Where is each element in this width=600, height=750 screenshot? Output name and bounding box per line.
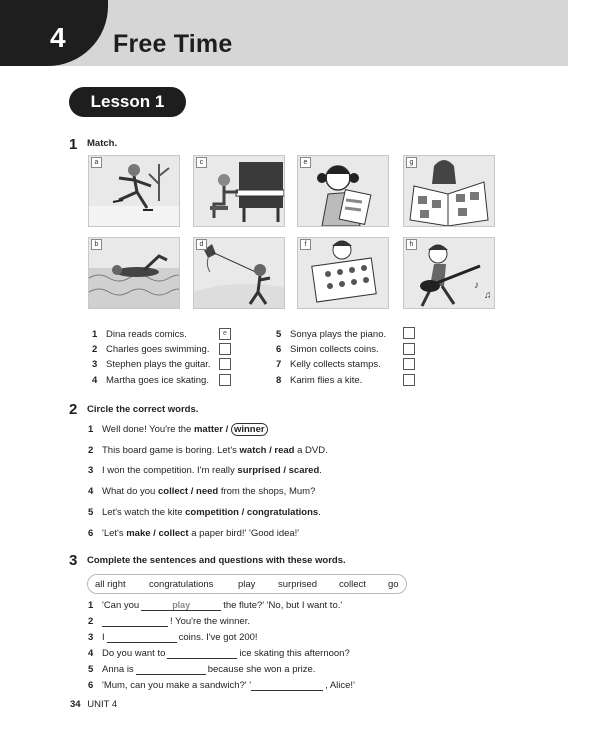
picture-d: [193, 237, 285, 309]
page-number: 34: [70, 699, 81, 710]
kite-flyer-illustration: [194, 238, 285, 309]
option[interactable]: scared: [288, 465, 320, 476]
word-bank-item: go: [388, 579, 399, 590]
option[interactable]: watch: [239, 445, 267, 456]
swimmer-illustration: [89, 238, 180, 309]
comic-reader-illustration: [298, 156, 389, 227]
picture-letter: e: [300, 157, 311, 168]
exercise-3-item: 1 'Can you play the flute?' 'No, but I want to.': [88, 600, 343, 611]
exercise-2-instruction: Circle the correct words.: [87, 404, 199, 415]
match-item: 7 Kelly collects stamps.: [276, 359, 381, 370]
circled-option[interactable]: winner: [231, 423, 268, 436]
answer-blank[interactable]: [107, 631, 177, 643]
answer-blank[interactable]: [251, 679, 323, 691]
exercise-3-item: 6 'Mum, can you make a sandwich?' ' , Alice!': [88, 680, 355, 691]
answer-box[interactable]: [403, 327, 415, 339]
answer-blank[interactable]: [141, 599, 221, 611]
guitar-player-illustration: [404, 238, 495, 309]
match-item: 8 Karim flies a kite.: [276, 375, 363, 386]
picture-letter: f: [300, 239, 311, 250]
word-bank-item: all right: [95, 579, 126, 590]
unit-title: Free Time: [113, 30, 233, 58]
option[interactable]: congratulations: [246, 507, 319, 518]
match-item: 1 Dina reads comics.: [92, 329, 187, 340]
option[interactable]: collect: [157, 486, 189, 497]
stamp-collector-illustration: [404, 156, 495, 227]
answer-blank[interactable]: [136, 663, 206, 675]
answer-box[interactable]: [403, 343, 415, 355]
picture-letter: b: [91, 239, 102, 250]
answer-box[interactable]: [219, 374, 231, 386]
option[interactable]: surprised: [237, 465, 281, 476]
exercise-3-item: 5 Anna is because she won a prize.: [88, 664, 316, 675]
exercise-3-instruction: Complete the sentences and questions with these words.: [87, 555, 346, 566]
option[interactable]: read: [274, 445, 295, 456]
word-bank-item: congratulations: [149, 579, 214, 590]
match-item: 5 Sonya plays the piano.: [276, 329, 387, 340]
exercise-1-instruction: Match.: [87, 138, 118, 149]
option[interactable]: collect: [158, 528, 189, 539]
word-bank-item: collect: [339, 579, 366, 590]
answer-fill: play: [172, 600, 191, 610]
exercise-2-item: 1 Well done! You're the matter / winner: [88, 424, 268, 435]
exercise-2-item: 2 This board game is boring. Let's watch / read a DVD.: [88, 445, 328, 456]
exercise-2-item: 4 What do you collect / need from the shops, Mum?: [88, 486, 316, 497]
answer-box[interactable]: [219, 358, 231, 370]
exercise-2-item: 6 'Let's make / collect a paper bird!' 'Good idea!': [88, 528, 300, 539]
exercise-2-item: 3 I won the competition. I'm really surprised / scared.: [88, 465, 322, 476]
exercise-3-item: 4 Do you want to ice skating this afternoon?: [88, 648, 350, 659]
picture-a: [88, 155, 180, 227]
option[interactable]: matter: [193, 424, 224, 435]
picture-letter: a: [91, 157, 102, 168]
picture-b: [88, 237, 180, 309]
picture-letter: g: [406, 157, 417, 168]
match-item: 6 Simon collects coins.: [276, 344, 379, 355]
exercise-2-item: 5 Let's watch the kite competition / congratulations.: [88, 507, 321, 518]
answer-box[interactable]: e: [219, 328, 231, 340]
picture-letter: h: [406, 239, 417, 250]
exercise-3-number: 3: [69, 552, 78, 569]
answer-blank[interactable]: [167, 647, 237, 659]
picture-h: [403, 237, 495, 309]
answer-blank[interactable]: [102, 615, 168, 627]
answer-box[interactable]: [403, 358, 415, 370]
exercise-3-item: 2 ! You're the winner.: [88, 616, 250, 627]
svg-text:♪: ♪: [474, 280, 479, 291]
answer-box[interactable]: [219, 343, 231, 355]
unit-number: 4: [50, 22, 66, 53]
word-bank-item: play: [238, 579, 256, 590]
picture-letter: d: [196, 239, 207, 250]
exercise-3-item: 3 I coins. I've got 200!: [88, 632, 258, 643]
unit-label: UNIT 4: [87, 699, 118, 710]
picture-g: [403, 155, 495, 227]
option[interactable]: competition: [185, 507, 239, 518]
picture-e: [297, 155, 389, 227]
exercise-2-number: 2: [69, 401, 78, 418]
match-item: 2 Charles goes swimming.: [92, 344, 210, 355]
page-footer: [70, 699, 117, 710]
piano-player-illustration: [194, 156, 285, 227]
match-item: 4 Martha goes ice skating.: [92, 375, 209, 386]
picture-c: [193, 155, 285, 227]
word-bank-item: surprised: [278, 579, 318, 590]
option[interactable]: make: [126, 528, 151, 539]
svg-text:♫: ♫: [484, 290, 492, 301]
answer-box[interactable]: [403, 374, 415, 386]
option[interactable]: need: [196, 486, 219, 497]
coin-collector-illustration: [298, 238, 389, 309]
picture-f: [297, 237, 389, 309]
ice-skater-illustration: [89, 156, 180, 227]
picture-letter: c: [196, 157, 207, 168]
match-item: 3 Stephen plays the guitar.: [92, 359, 211, 370]
lesson-title: Lesson 1: [69, 87, 186, 117]
exercise-1-number: 1: [69, 136, 78, 153]
